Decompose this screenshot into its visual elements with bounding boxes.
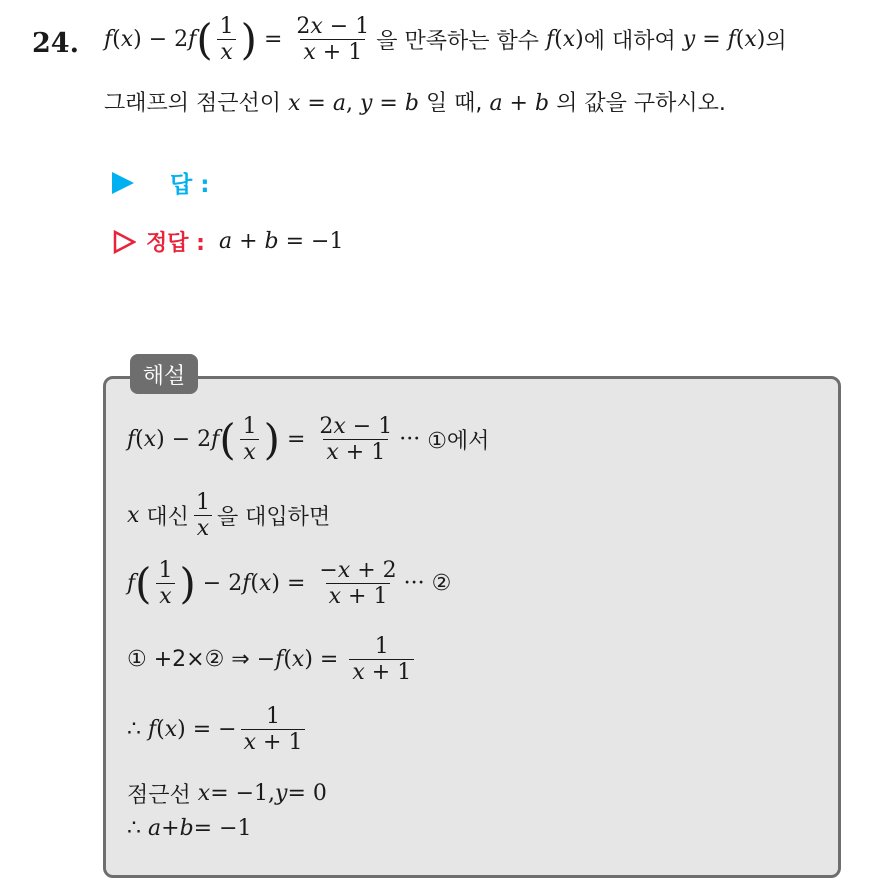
solution-step-7: ∴ a + b = −1 — [127, 816, 252, 841]
answer-label: 답 : — [170, 172, 210, 198]
question-text-about: 에 대하여 — [583, 29, 676, 55]
question-text-of: 의 — [765, 29, 787, 55]
solution-step-2: x 대신 $\frac{1}{x}$ 을 대입하면 — [127, 490, 331, 542]
solution-step-6: 점근선 x = −1, y = 0 — [127, 778, 327, 809]
question-line-2: 그래프의 점근선이 x = a, y = b 일 때, a + b 의 값을 구하시오. — [104, 91, 726, 116]
question-text-when: 일 때, — [425, 91, 483, 116]
question-text-asymptote: 그래프의 점근선이 — [104, 91, 282, 116]
question-number: 24. — [32, 28, 79, 59]
solution-step-3: f ( $\frac{1}{x}$ ) − 2 f ( x ) = $\frac{-x + 2}{x + 1}$ ··· ② — [127, 558, 452, 610]
correct-answer-value: a + b = −1 — [218, 229, 344, 254]
outline-triangle-icon — [112, 230, 136, 254]
step-1-suffix: ①에서 — [427, 429, 490, 455]
solution-tab: 해설 — [130, 354, 198, 394]
question-text-satisfy: 을 만족하는 함수 — [376, 29, 539, 55]
play-triangle-icon — [112, 172, 134, 194]
fraction-one-over-x: $\frac{1}{x}$ — [217, 14, 237, 66]
step-3-suffix: ② — [431, 571, 452, 597]
step-2-text-b: 을 대입하면 — [216, 505, 331, 531]
answer-row — [112, 166, 209, 199]
correct-answer-label: 정답 : — [146, 231, 205, 256]
fraction-2x-1-over-x-plus-1: $\frac{2x - 1}{x + 1}$ — [296, 14, 370, 66]
step-4-prefix: ① +2×② ⇒ — [127, 647, 250, 673]
step-6-label: 점근선 — [127, 783, 191, 808]
correct-answer-row — [112, 226, 343, 257]
solution-step-4: ① +2×② ⇒ − f ( x ) = $\frac{1}{x + 1}$ — [127, 634, 418, 686]
solution-step-5: ∴ f ( x ) = − $\frac{1}{x + 1}$ — [127, 704, 309, 756]
equation-lhs: f — [104, 27, 113, 53]
solution-step-1: f ( x ) − 2 f ( $\frac{1}{x}$ ) = $\frac{2x - 1}{x + 1}$ ··· ①에서 — [127, 414, 490, 466]
question-line-1: f ( x ) − 2 f ( $\frac{1}{x}$ ) = $\frac{2x - 1}{x + 1}$ 을 만족하는 함수 f ( x ) 에 대하여 y = f ( x ) 의 — [104, 14, 787, 66]
step-2-text-a: 대신 — [146, 505, 189, 531]
question-text-find: 의 값을 구하시오. — [556, 91, 726, 116]
